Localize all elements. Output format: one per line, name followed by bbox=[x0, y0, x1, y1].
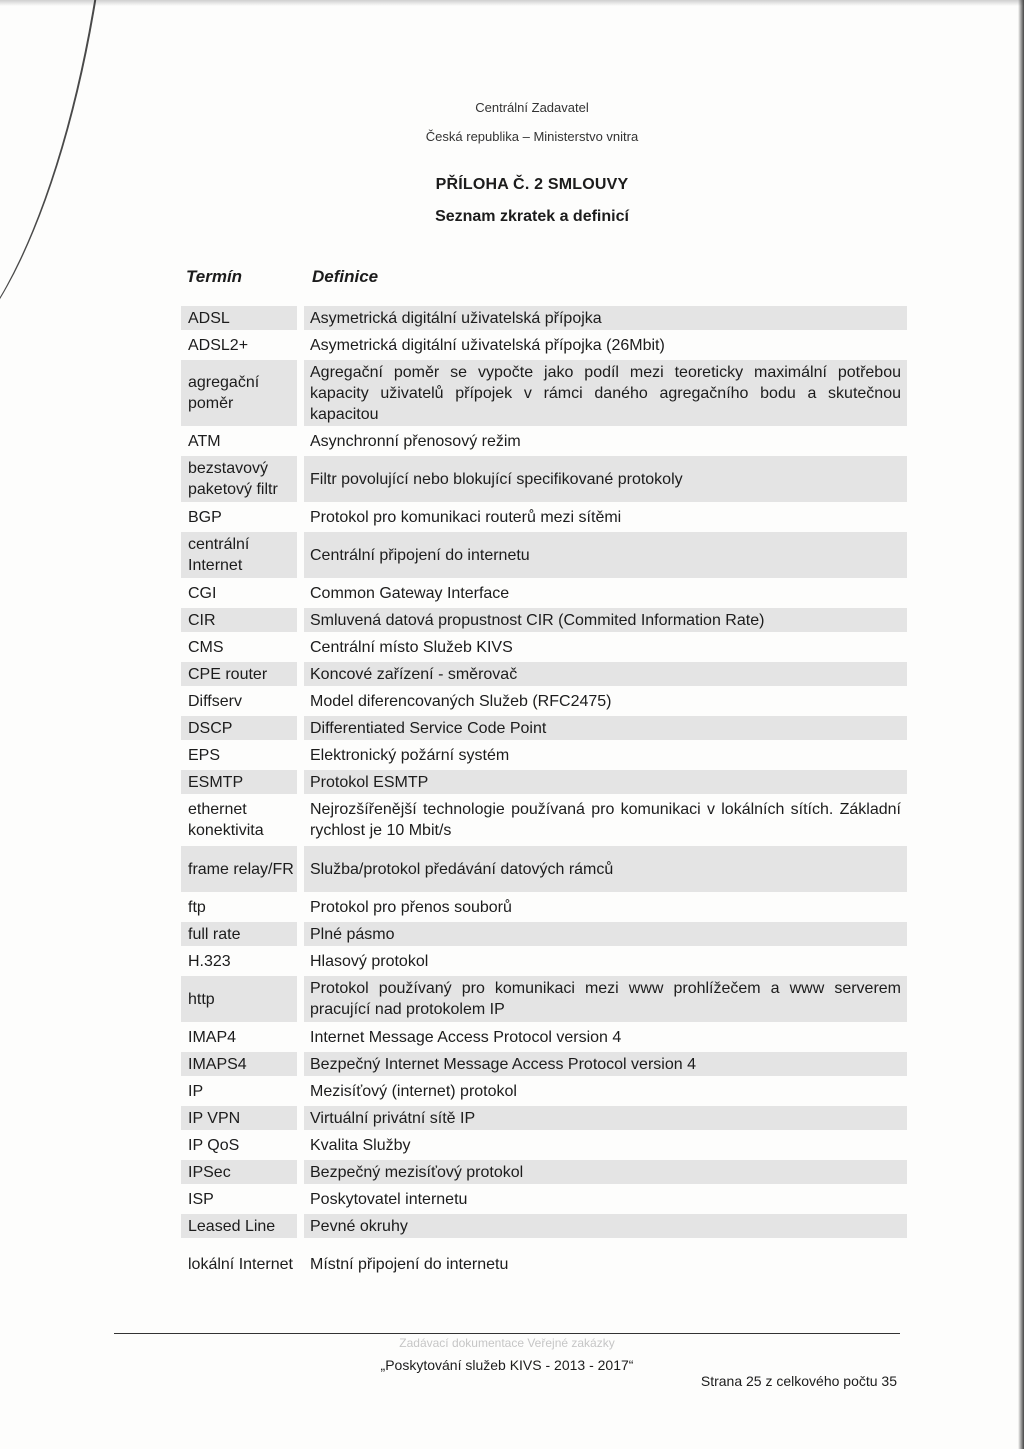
definition-cell: Centrální místo Služeb KIVS bbox=[310, 638, 513, 656]
definition-cell: Plné pásmo bbox=[304, 922, 907, 946]
table-row bbox=[181, 333, 907, 357]
term-cell: CMS bbox=[188, 638, 224, 656]
term-cell: CPE router bbox=[181, 662, 297, 686]
term-cell: centrální Internet bbox=[181, 532, 297, 578]
definition-cell: Centrální připojení do internetu bbox=[304, 532, 907, 578]
term-cell: IP QoS bbox=[188, 1136, 240, 1154]
term-cell: lokální Internet bbox=[188, 1255, 293, 1273]
term-cell: IMAPS4 bbox=[181, 1052, 297, 1076]
abbreviations-table bbox=[181, 306, 907, 1290]
footer-document-type: Zadávací dokumentace Veřejné zakázky bbox=[399, 1336, 615, 1350]
term-cell: CIR bbox=[181, 608, 297, 632]
term-cell: CGI bbox=[188, 584, 217, 602]
term-cell: ESMTP bbox=[181, 770, 297, 794]
table-row bbox=[181, 581, 907, 605]
term-cell: frame relay/FR bbox=[181, 846, 297, 892]
definition-cell: Filtr povolující nebo blokující specifikované protokoly bbox=[304, 456, 907, 502]
term-cell: ftp bbox=[188, 898, 206, 916]
term-cell: full rate bbox=[181, 922, 297, 946]
definition-cell: Agregační poměr se vypočte jako podíl mezi teoreticky maximální potřebou kapacity uživatelů přípojek v rámci daného agregačního bodu a skutečnou kapacitou bbox=[304, 360, 907, 426]
term-cell: agregační poměr bbox=[181, 360, 297, 426]
table-row bbox=[181, 922, 907, 946]
definition-cell: Internet Message Access Protocol version 4 bbox=[310, 1028, 622, 1046]
header-ministry: Česká republika – Ministerstvo vnitra bbox=[425, 129, 639, 144]
header-contracting-authority: Centrální Zadavatel bbox=[475, 100, 589, 115]
definition-cell: Kvalita Služby bbox=[310, 1136, 411, 1154]
table-row bbox=[181, 895, 907, 919]
term-cell: H.323 bbox=[188, 952, 231, 970]
definition-cell: Hlasový protokol bbox=[310, 952, 429, 970]
table-row bbox=[181, 1106, 907, 1130]
table-row bbox=[181, 1133, 907, 1157]
table-row bbox=[181, 797, 907, 843]
table-row bbox=[181, 1214, 907, 1238]
definition-cell: Protokol pro komunikaci routerů mezi sítěmi bbox=[310, 508, 622, 526]
table-row bbox=[181, 949, 907, 973]
table-row bbox=[181, 1025, 907, 1049]
term-cell: Diffserv bbox=[188, 692, 242, 710]
page-subtitle: Seznam zkratek a definicí bbox=[435, 208, 629, 225]
term-cell: ADSL bbox=[181, 306, 297, 330]
table-row bbox=[181, 608, 907, 632]
table-row bbox=[181, 1052, 907, 1076]
table-row bbox=[181, 429, 907, 453]
table-row bbox=[181, 1241, 907, 1287]
table-row bbox=[181, 306, 907, 330]
term-cell: DSCP bbox=[181, 716, 297, 740]
table-row bbox=[181, 1187, 907, 1211]
table-row bbox=[181, 635, 907, 659]
definition-cell: Asymetrická digitální uživatelská přípojka bbox=[304, 306, 907, 330]
definition-cell: Protokol ESMTP bbox=[304, 770, 907, 794]
term-cell: http bbox=[181, 976, 297, 1022]
definition-cell: Protokol používaný pro komunikaci mezi www prohlížečem a www serverem pracující nad protokolem IP bbox=[304, 976, 907, 1022]
definition-cell: Common Gateway Interface bbox=[310, 584, 510, 602]
definition-cell: Koncové zařízení - směrovač bbox=[304, 662, 907, 686]
column-header-definition: Definice bbox=[312, 267, 379, 286]
term-cell: EPS bbox=[188, 746, 221, 764]
term-cell: IMAP4 bbox=[188, 1028, 237, 1046]
term-cell: ATM bbox=[188, 432, 221, 450]
table-row bbox=[181, 770, 907, 794]
table-row bbox=[181, 1079, 907, 1103]
table-row bbox=[181, 976, 907, 1022]
term-cell: ADSL2+ bbox=[188, 336, 249, 354]
term-cell: bezstavový paketový filtr bbox=[181, 456, 297, 502]
definition-cell: Místní připojení do internetu bbox=[310, 1255, 509, 1273]
definition-cell: Služba/protokol předávání datových rámců bbox=[304, 846, 907, 892]
definition-cell: Bezpečný mezisíťový protokol bbox=[304, 1160, 907, 1184]
table-row bbox=[181, 743, 907, 767]
table-row bbox=[181, 662, 907, 686]
definition-cell: Asymetrická digitální uživatelská přípojka (26Mbit) bbox=[310, 336, 665, 354]
table-row bbox=[181, 456, 907, 502]
table-row bbox=[181, 689, 907, 713]
definition-cell: Differentiated Service Code Point bbox=[304, 716, 907, 740]
term-cell: Leased Line bbox=[181, 1214, 297, 1238]
definition-cell: Poskytovatel internetu bbox=[310, 1190, 468, 1208]
definition-cell: Mezisíťový (internet) protokol bbox=[310, 1082, 517, 1100]
definition-cell: Nejrozšířenější technologie používaná pro komunikaci v lokálních sítích. Základní rychlost je 10 Mbit/s bbox=[310, 801, 901, 839]
table-row bbox=[181, 505, 907, 529]
definition-cell: Pevné okruhy bbox=[304, 1214, 907, 1238]
table-row bbox=[181, 846, 907, 892]
definition-cell: Model diferencovaných Služeb (RFC2475) bbox=[310, 692, 612, 710]
term-cell: IP bbox=[188, 1082, 204, 1100]
definition-cell: Bezpečný Internet Message Access Protocol version 4 bbox=[304, 1052, 907, 1076]
term-cell: IPSec bbox=[181, 1160, 297, 1184]
page-title: PŘÍLOHA Č. 2 SMLOUVY bbox=[435, 176, 629, 193]
table-row bbox=[181, 532, 907, 578]
definition-cell: Asynchronní přenosový režim bbox=[310, 432, 521, 450]
term-cell: IP VPN bbox=[181, 1106, 297, 1130]
scan-edge-top bbox=[0, 0, 1024, 6]
footer-project-name: „Poskytování služeb KIVS - 2013 - 2017“ bbox=[380, 1357, 634, 1373]
term-cell: BGP bbox=[188, 508, 222, 526]
definition-cell: Virtuální privátní sítě IP bbox=[304, 1106, 907, 1130]
table-row bbox=[181, 360, 907, 426]
definition-cell: Protokol pro přenos souborů bbox=[310, 898, 512, 916]
definition-cell: Elektronický požární systém bbox=[310, 746, 510, 764]
term-cell: ethernet konektivita bbox=[188, 801, 264, 839]
footer-divider bbox=[114, 1333, 900, 1334]
table-row bbox=[181, 1160, 907, 1184]
table-row bbox=[181, 716, 907, 740]
definition-cell: Smluvená datová propustnost CIR (Commited Information Rate) bbox=[304, 608, 907, 632]
column-header-term: Termín bbox=[186, 267, 243, 286]
term-cell: ISP bbox=[188, 1190, 214, 1208]
page-number: Strana 25 z celkového počtu 35 bbox=[700, 1373, 897, 1389]
